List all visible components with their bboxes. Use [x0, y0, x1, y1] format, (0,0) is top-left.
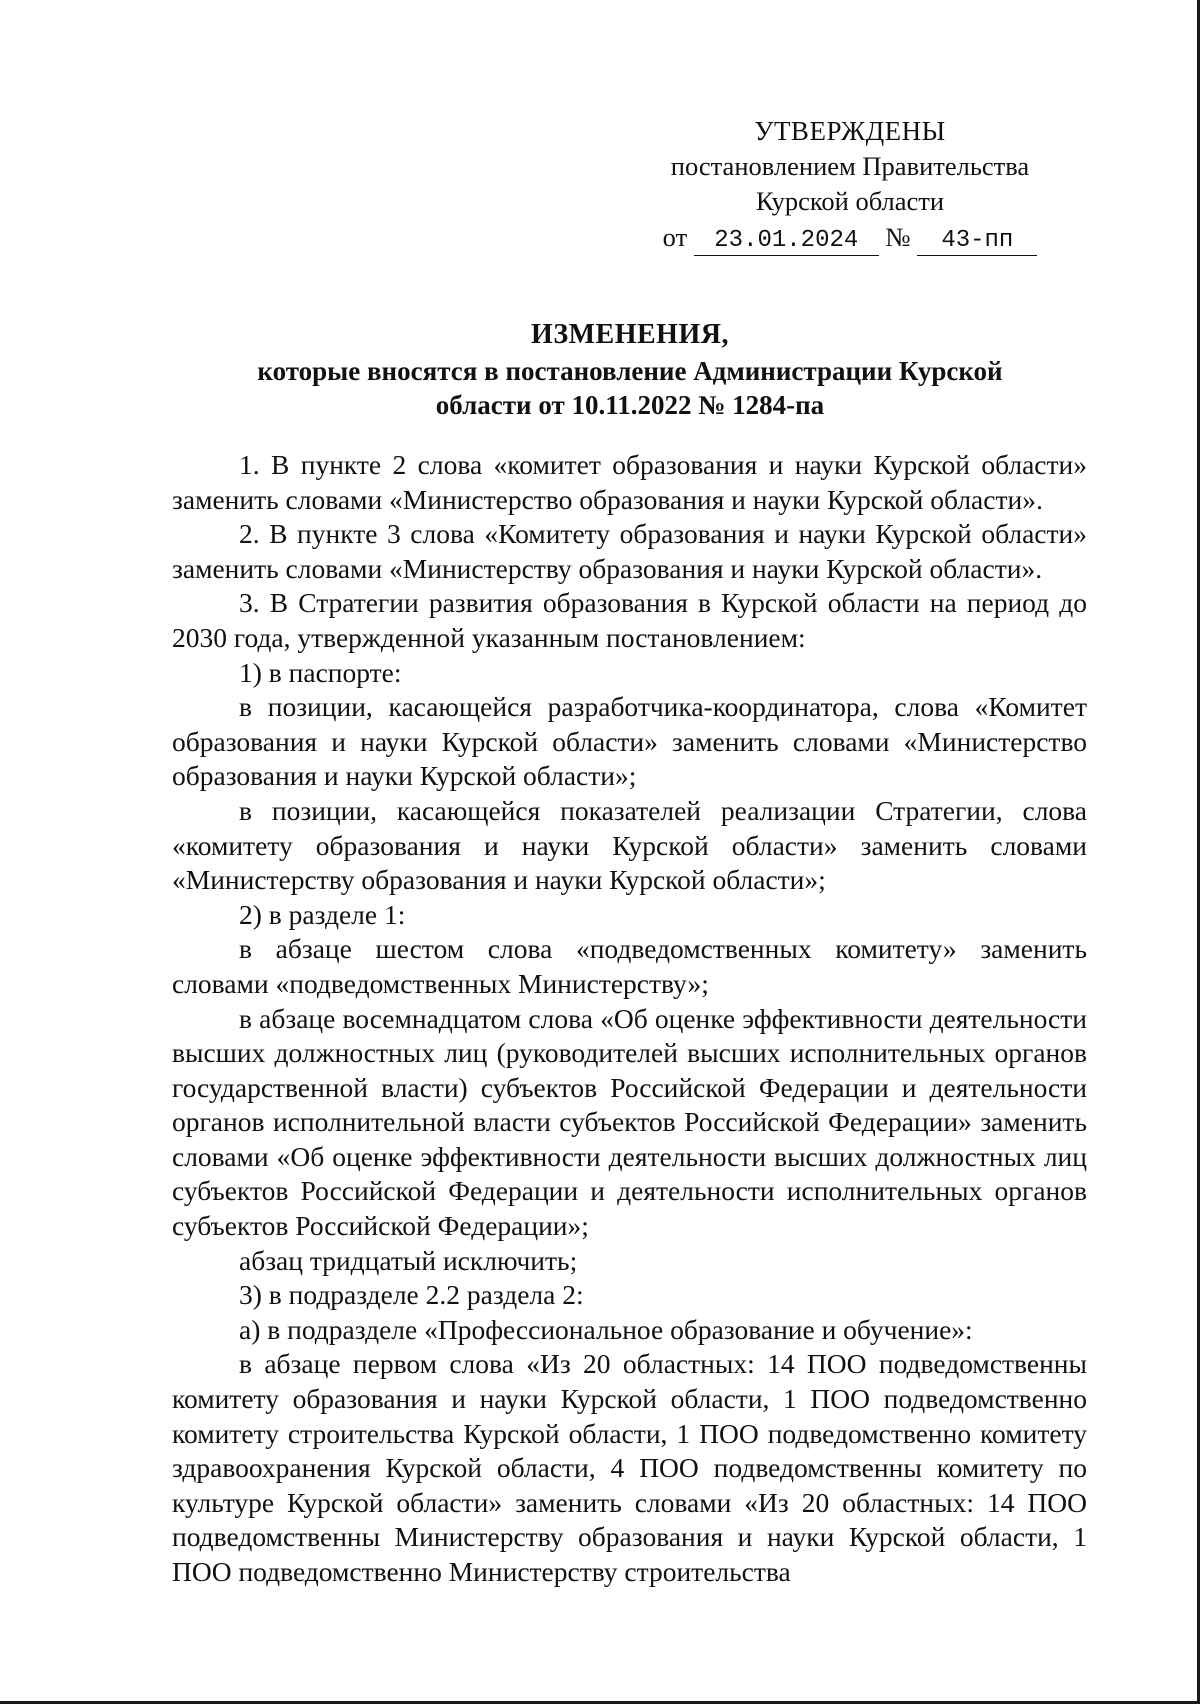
title-line-1: которые вносятся в постановление Администрации Курской [257, 356, 1003, 386]
approval-date: 23.01.2024 [694, 227, 879, 256]
paragraph-12: а) в подразделе «Профессиональное образование и обучение»: [239, 1313, 973, 1345]
title-main: ИЗМЕНЕНИЯ, [531, 319, 729, 350]
approval-line-2: Курской области [755, 186, 945, 216]
number-prefix: № [885, 222, 911, 252]
paragraph-9: в абзаце восемнадцатом слова «Об оценке эффективности деятельности высших должностных лиц (руководителей высших исполнительных органов государственной власти) субъектов Российской Федерации и деятельности органов исполнительной власти субъектов Российской Федерации» заменить словами «Об оценке эффективности деятельности высших должностных лиц субъектов Российской Федерации и деятельности исполнительных органов субъектов Российской Федерации»; [172, 1002, 1087, 1242]
paragraph-5: в позиции, касающейся разработчика-координатора, слова «Комитет образования и науки Курской области» заменить словами «Министерство образования и науки Курской области»; [172, 691, 1087, 792]
paragraph-13: в абзаце первом слова «Из 20 областных: 14 ПОО подведомственны комитету образования и науки Курской области, 1 ПОО подведомственно комитету строительства Курской области, 1 ПОО подведомственно комитету здравоохранения Курской области, 4 ПОО подведомственны комитету по культуре Курской области» заменить словами «Из 20 областных: 14 ПОО подведомственны Министерству образования и науки Курской области, 1 ПОО подведомственно Министерству строительства [172, 1348, 1087, 1587]
paragraph-2: 2. В пункте 3 слова «Комитету образования и науки Курской области» заменить словами «Министерству образования и науки Курской области». [172, 518, 1087, 584]
date-prefix: от [662, 222, 688, 252]
paragraph-3: 3. В Стратегии развития образования в Курской области на период до 2030 года, утвержденной указанным постановлением: [172, 587, 1087, 653]
approval-date-number-line [640, 220, 1060, 256]
approval-stamp [640, 114, 1060, 256]
paragraph-7: 2) в разделе 1: [239, 898, 406, 930]
paragraph-11: 3) в подразделе 2.2 раздела 2: [239, 1279, 584, 1311]
document-title [180, 318, 1080, 422]
approval-number: 43-пп [917, 227, 1037, 256]
paragraph-1: 1. В пункте 2 слова «комитет образования и науки Курской области» заменить словами «Министерство образования и науки Курской области». [172, 449, 1087, 515]
document-body [172, 448, 1087, 1590]
approval-line-1: постановлением Правительства [670, 151, 1030, 181]
paragraph-8: в абзаце шестом слова «подведомственных комитету» заменить словами «подведомственных Министерству»; [172, 933, 1087, 999]
approval-heading: УТВЕРЖДЕНЫ [754, 116, 946, 146]
title-line-2: области от 10.11.2022 № 1284-па [435, 390, 825, 420]
paragraph-6: в позиции, касающейся показателей реализации Стратегии, слова «комитету образования и науки Курской области» заменить словами «Министерству образования и науки Курской области»; [172, 794, 1087, 896]
paragraph-10: абзац тридцатый исключить; [239, 1244, 578, 1276]
paragraph-4: 1) в паспорте: [239, 656, 402, 688]
